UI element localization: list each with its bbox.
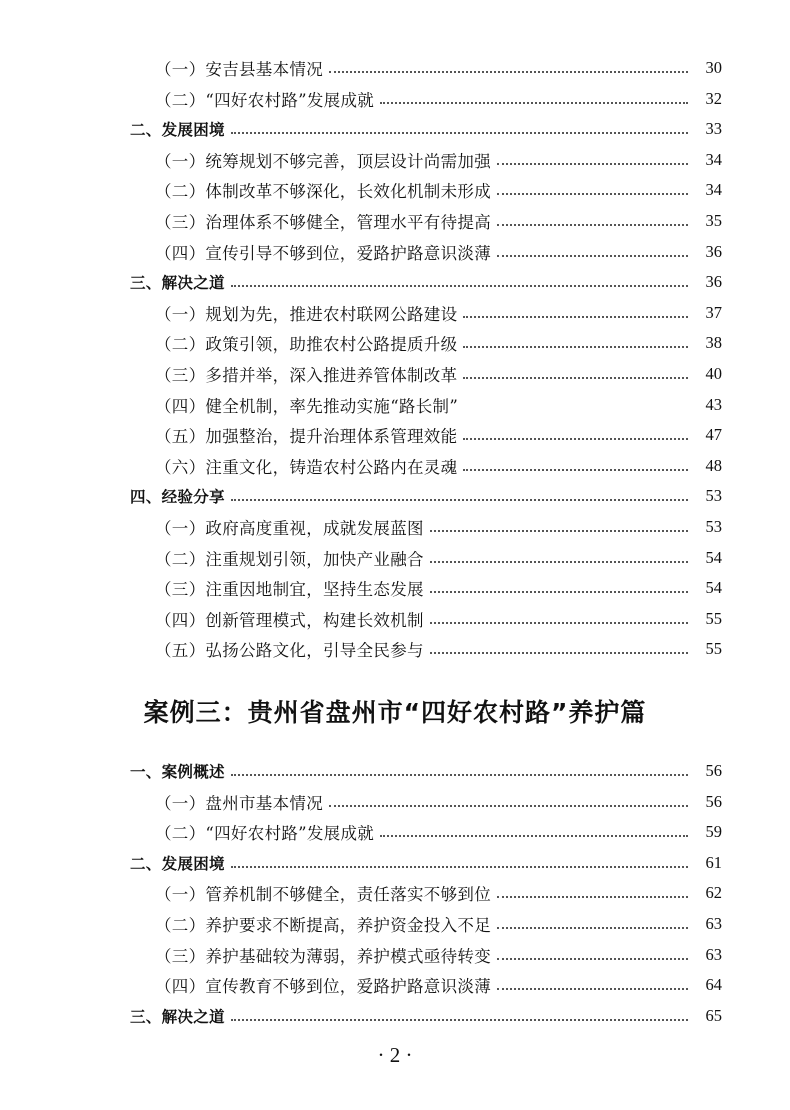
dot-leader: [329, 805, 688, 807]
toc-entry-page: 47: [705, 425, 722, 445]
section-title: 案例三：贵州省盘州市“四好农村路”养护篇: [143, 698, 647, 727]
dot-leader: [497, 163, 688, 165]
toc-entry-page: 40: [705, 364, 722, 383]
toc-entry-label: （四）创新管理模式，构建长效机制: [155, 610, 424, 630]
toc-entry-page: 35: [705, 211, 722, 230]
toc-entry-label: （二）政策引领，助推农村公路提质升级: [155, 335, 458, 355]
dot-leader: [430, 622, 688, 624]
toc-entry: [0, 972, 790, 998]
toc-entry-page: 64: [705, 975, 722, 995]
toc-entry: [0, 850, 790, 876]
toc-entry: [0, 1003, 790, 1029]
dot-leader: [497, 988, 688, 990]
toc-entry-label: （二）养护要求不断提高，养护资金投入不足: [155, 916, 491, 935]
toc-entry-label: （一）规划为先，推进农村联网公路建设: [155, 304, 458, 324]
toc-entry: [0, 819, 790, 845]
toc-entry-label: 三、解决之道: [130, 1007, 225, 1026]
toc-entry-label: （三）治理体系不够健全，管理水平有待提高: [155, 213, 491, 232]
toc-entry-label: （二）“四好农村路”发展成就: [155, 824, 375, 844]
toc-entry: [0, 483, 790, 509]
toc-entry: [0, 606, 790, 632]
toc-entry-page: 48: [705, 455, 722, 475]
dot-leader: [463, 438, 688, 440]
toc-entry-page: 59: [705, 822, 722, 842]
toc-entry-page: 62: [705, 883, 722, 903]
toc-entry: [0, 392, 790, 418]
toc-entry-page: 53: [705, 517, 722, 536]
toc-entry: [0, 55, 790, 81]
toc-entry-page: 43: [705, 394, 722, 414]
toc-entry-label: 一、案例概述: [130, 763, 225, 781]
toc-entry: [0, 116, 790, 142]
toc-entry-label: （二）注重规划引领，加快产业融合: [155, 549, 424, 569]
toc-entry: [0, 300, 790, 326]
toc-entry: [0, 789, 790, 815]
toc-entry-page: 37: [705, 302, 722, 322]
toc-entry-page: 55: [705, 608, 722, 628]
toc-entry-label: （一）统筹规划不够完善，顶层设计尚需加强: [155, 151, 491, 171]
dot-leader: [231, 499, 688, 501]
dot-leader: [231, 1019, 688, 1021]
toc-entry: [0, 942, 790, 968]
toc-entry-label: （三）养护基础较为薄弱，养护模式亟待转变: [155, 946, 491, 966]
dot-leader: [430, 561, 688, 563]
toc-entry-page: 32: [705, 88, 722, 108]
toc-entry-page: 65: [705, 1005, 722, 1025]
dot-leader: [380, 835, 688, 837]
toc-entry-page: 34: [705, 180, 722, 200]
toc-entry-page: 54: [705, 547, 722, 567]
toc-entry: [0, 239, 790, 265]
dot-leader: [497, 193, 688, 195]
toc-entry-page: 53: [705, 486, 722, 506]
toc-entry-page: 33: [705, 119, 722, 139]
dot-leader: [463, 469, 688, 471]
toc-entry-label: （三）注重因地制宜，坚持生态发展: [155, 580, 424, 600]
dot-leader: [231, 132, 688, 134]
page-number: · 2 ·: [377, 1043, 413, 1067]
toc-entry-label: （五）加强整治，提升治理体系管理效能: [155, 427, 458, 447]
dot-leader: [231, 285, 688, 287]
toc-entry-label: （六）注重文化，铸造农村公路内在灵魂: [155, 457, 458, 477]
dot-leader: [430, 530, 688, 532]
toc-entry-label: 二、发展困境: [130, 121, 225, 140]
toc-entry-label: （一）政府高度重视，成就发展蓝图: [155, 519, 424, 538]
toc-entry-label: （二）“四好农村路”发展成就: [155, 90, 375, 110]
toc-entry-label: 二、发展困境: [130, 854, 225, 873]
toc-entry-label: 三、解决之道: [130, 274, 225, 293]
toc-entry-page: 56: [705, 761, 722, 780]
toc-entry: [0, 86, 790, 112]
toc-entry-page: 30: [705, 58, 722, 77]
toc-entry-label: （三）多措并举，深入推进养管体制改革: [155, 366, 458, 385]
toc-entry: [0, 269, 790, 295]
dot-leader: [430, 652, 688, 654]
dot-leader: [463, 346, 688, 348]
toc-entry-page: 34: [705, 149, 722, 169]
dot-leader: [430, 591, 688, 593]
toc-entry: [0, 422, 790, 448]
toc-entry: [0, 208, 790, 234]
toc-entry-page: 63: [705, 914, 722, 933]
toc-entry-label: （四）健全机制，率先推动实施“路长制”: [155, 396, 459, 416]
dot-leader: [497, 927, 688, 929]
toc-entry: [0, 758, 790, 784]
toc-entry-page: 54: [705, 578, 722, 598]
toc-entry-page: 56: [705, 791, 722, 811]
toc-entry: [0, 453, 790, 479]
toc-entry-label: （二）体制改革不够深化，长效化机制未形成: [155, 182, 491, 202]
toc-entry-label: 四、经验分享: [130, 488, 225, 507]
toc-entry-label: （四）宣传教育不够到位，爱路护路意识淡薄: [155, 977, 491, 997]
toc-entry-label: （一）盘州市基本情况: [155, 793, 323, 813]
toc-entry: [0, 514, 790, 540]
toc-entry: [0, 177, 790, 203]
dot-leader: [497, 896, 688, 898]
dot-leader: [497, 255, 688, 257]
toc-entry: [0, 330, 790, 356]
dot-leader: [497, 224, 688, 226]
toc-entry: [0, 880, 790, 906]
toc-entry-page: 38: [705, 333, 722, 353]
toc-entry-page: 55: [705, 639, 722, 659]
dot-leader: [463, 377, 688, 379]
dot-leader: [231, 866, 688, 868]
dot-leader: [463, 316, 688, 318]
toc-entry-page: 63: [705, 944, 722, 964]
toc-entry: [0, 545, 790, 571]
toc-entry-label: （一）安吉县基本情况: [155, 60, 323, 79]
toc-entry: [0, 361, 790, 387]
toc-entry-page: 36: [705, 272, 722, 292]
toc-entry-label: （五）弘扬公路文化，引导全民参与: [155, 641, 424, 661]
toc-entry-label: （一）管养机制不够健全，责任落实不够到位: [155, 885, 491, 905]
toc-entry-label: （四）宣传引导不够到位，爱路护路意识淡薄: [155, 243, 491, 263]
toc-entry: [0, 575, 790, 601]
toc-entry: [0, 911, 790, 937]
dot-leader: [231, 774, 688, 776]
dot-leader: [380, 102, 688, 104]
toc-entry: [0, 147, 790, 173]
dot-leader: [497, 958, 688, 960]
dot-leader: [329, 71, 688, 73]
toc-entry: [0, 636, 790, 662]
toc-entry-page: 36: [705, 241, 722, 261]
toc-entry-page: 61: [705, 852, 722, 872]
